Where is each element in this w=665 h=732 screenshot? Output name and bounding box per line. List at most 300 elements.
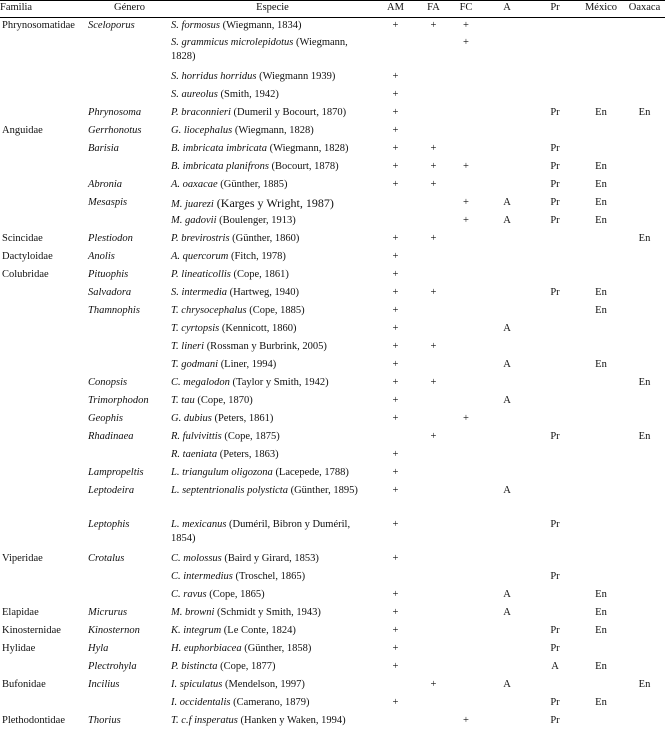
pr-cell: Pr — [550, 624, 560, 636]
table-row — [0, 394, 665, 412]
oaxaca-cell — [624, 178, 665, 196]
fa-cell: + — [430, 20, 437, 31]
species-authority: (Hartweg, 1940) — [227, 286, 300, 298]
fa-cell — [417, 714, 450, 732]
a-cell — [482, 106, 532, 124]
mexico-cell: En — [595, 304, 607, 316]
species-name: L. mexicanus — [171, 518, 227, 530]
mexico-cell — [578, 36, 624, 70]
familia-cell: Anguidae — [2, 124, 43, 136]
fc-cell: + — [463, 160, 469, 172]
fa-cell — [417, 88, 450, 106]
pr-cell — [532, 678, 578, 696]
familia-cell — [0, 286, 88, 304]
species-authority: (Wiegmann, 1828) — [171, 36, 348, 62]
species-authority: (Hanken y Waken, 1994) — [237, 714, 346, 726]
especie-cell — [171, 430, 374, 448]
oaxaca-cell: En — [638, 376, 651, 388]
oaxaca-cell: En — [638, 678, 651, 690]
am-cell: + — [392, 376, 399, 388]
mexico-cell: En — [595, 358, 607, 370]
table-row — [0, 250, 665, 268]
table-row — [0, 588, 665, 606]
pr-cell — [532, 340, 578, 358]
a-cell — [482, 286, 532, 304]
species-authority: (Mendelson, 1997) — [222, 678, 305, 690]
header-mexico: México — [578, 1, 624, 18]
especie-cell — [171, 518, 374, 552]
fa-cell — [417, 552, 450, 570]
genero-cell: Micrurus — [88, 606, 128, 618]
table-row — [0, 232, 665, 250]
species-name: C. molossus — [171, 552, 222, 564]
especie-cell — [171, 196, 374, 214]
species-authority: (Duméril, Bibron y Duméril, 1854) — [171, 518, 351, 544]
pr-cell — [532, 394, 578, 412]
oaxaca-cell — [624, 214, 665, 232]
genero-cell: Abronia — [88, 178, 123, 190]
a-cell — [482, 18, 532, 36]
especie-cell — [171, 448, 374, 466]
am-cell: + — [392, 20, 399, 31]
fc-cell — [450, 376, 482, 394]
a-cell — [482, 552, 532, 570]
species-name: S. formosus — [171, 20, 221, 31]
genero-cell — [88, 88, 171, 106]
oaxaca-cell — [624, 268, 665, 286]
species-name: T. cyrtopsis — [171, 322, 220, 334]
mexico-cell: En — [595, 160, 607, 172]
pr-cell — [532, 70, 578, 88]
oaxaca-cell — [624, 196, 665, 214]
fc-cell — [450, 232, 482, 250]
a-cell: A — [503, 322, 511, 334]
header-am: AM — [374, 1, 417, 18]
am-cell: + — [392, 588, 399, 600]
table-row — [0, 142, 665, 160]
species-name: I. occidentalis — [171, 696, 231, 708]
pr-cell — [532, 268, 578, 286]
table-row — [0, 570, 665, 588]
pr-cell — [532, 448, 578, 466]
genero-cell: Barisia — [88, 142, 119, 154]
mexico-cell: En — [595, 106, 607, 118]
am-cell — [374, 196, 417, 214]
a-cell — [482, 36, 532, 70]
fc-cell — [450, 624, 482, 642]
fa-cell — [417, 570, 450, 588]
familia-cell — [0, 322, 88, 340]
a-cell — [482, 624, 532, 642]
pr-cell: Pr — [550, 160, 560, 172]
especie-cell — [171, 588, 374, 606]
fc-cell — [450, 484, 482, 518]
oaxaca-cell: En — [638, 106, 651, 118]
species-name: S. grammicus microlepidotus — [171, 36, 294, 48]
pr-cell — [532, 484, 578, 518]
familia-cell — [0, 304, 88, 322]
fa-cell — [417, 660, 450, 678]
table-row — [0, 106, 665, 124]
table-row — [0, 36, 665, 70]
species-authority: (Cope, 1865) — [206, 588, 265, 600]
genero-cell: Rhadinaea — [88, 430, 134, 442]
fc-cell — [450, 642, 482, 660]
species-authority: (Karges y Wright, 1987) — [213, 195, 334, 210]
mexico-cell — [578, 394, 624, 412]
familia-cell — [0, 484, 88, 518]
oaxaca-cell — [624, 322, 665, 340]
a-cell — [482, 124, 532, 142]
mexico-cell — [578, 642, 624, 660]
pr-cell: Pr — [550, 142, 560, 154]
a-cell — [482, 714, 532, 732]
pr-cell: Pr — [550, 196, 560, 208]
table-row — [0, 678, 665, 696]
species-authority: (Taylor y Smith, 1942) — [229, 376, 329, 388]
fc-cell — [450, 106, 482, 124]
table-row — [0, 484, 665, 518]
pr-cell: Pr — [550, 286, 560, 298]
genero-cell: Leptodeira — [88, 484, 135, 496]
species-name: I. spiculatus — [171, 678, 223, 690]
fa-cell — [417, 642, 450, 660]
genero-cell: Crotalus — [88, 552, 125, 564]
table-row — [0, 18, 665, 36]
oaxaca-cell — [624, 642, 665, 660]
species-name: L. triangulum oligozona — [171, 466, 273, 478]
familia-cell: Dactyloidae — [2, 250, 53, 262]
fc-cell — [450, 358, 482, 376]
am-cell: + — [392, 624, 399, 636]
am-cell: + — [392, 412, 399, 424]
familia-cell: Colubridae — [2, 268, 49, 280]
mexico-cell — [578, 570, 624, 588]
mexico-cell — [578, 484, 624, 518]
species-authority: (Wiegmann 1939) — [256, 70, 336, 82]
genero-cell: Thamnophis — [88, 304, 140, 316]
oaxaca-cell — [624, 18, 665, 36]
oaxaca-cell — [624, 394, 665, 412]
mexico-cell — [578, 70, 624, 88]
am-cell: + — [392, 124, 399, 136]
a-cell: A — [503, 358, 511, 370]
pr-cell — [532, 250, 578, 268]
a-cell — [482, 696, 532, 714]
fc-cell: + — [463, 714, 469, 726]
am-cell: + — [392, 358, 399, 370]
familia-cell — [0, 570, 88, 588]
a-cell — [482, 642, 532, 660]
fc-cell: + — [463, 412, 469, 424]
genero-cell: Anolis — [88, 250, 115, 262]
genero-cell: Hyla — [88, 642, 109, 654]
fc-cell — [450, 570, 482, 588]
am-cell: + — [392, 178, 399, 190]
oaxaca-cell — [624, 518, 665, 552]
genero-cell — [88, 588, 171, 606]
a-cell — [482, 250, 532, 268]
fa-cell — [417, 696, 450, 714]
familia-cell — [0, 160, 88, 178]
genero-cell — [88, 570, 171, 588]
species-authority: (Günther, 1860) — [229, 232, 300, 244]
species-authority: (Boulenger, 1913) — [216, 214, 296, 226]
fc-cell — [450, 268, 482, 286]
species-name: T. lineri — [171, 340, 205, 352]
genero-cell: Plectrohyla — [88, 660, 137, 672]
table-row — [0, 552, 665, 570]
pr-cell — [532, 588, 578, 606]
pr-cell — [532, 88, 578, 106]
fa-cell — [417, 412, 450, 430]
table-row — [0, 304, 665, 322]
species-authority: (Peters, 1861) — [211, 412, 274, 424]
table-row — [0, 178, 665, 196]
table-row — [0, 660, 665, 678]
especie-cell — [171, 106, 374, 124]
a-cell — [482, 304, 532, 322]
oaxaca-cell — [624, 124, 665, 142]
familia-cell: Viperidae — [2, 552, 43, 564]
a-cell: A — [503, 588, 511, 600]
species-name: C. megalodon — [171, 376, 230, 388]
table-row — [0, 160, 665, 178]
fc-cell — [450, 178, 482, 196]
a-cell — [482, 660, 532, 678]
mexico-cell — [578, 678, 624, 696]
header-fa: FA — [417, 1, 450, 18]
genero-cell — [88, 448, 171, 466]
mexico-cell — [578, 552, 624, 570]
mexico-cell — [578, 376, 624, 394]
especie-cell — [171, 376, 374, 394]
fa-cell — [417, 268, 450, 286]
familia-cell — [0, 88, 88, 106]
familia-cell — [0, 466, 88, 484]
fc-cell — [450, 340, 482, 358]
oaxaca-cell — [624, 412, 665, 430]
genero-cell — [88, 358, 171, 376]
fc-cell — [450, 606, 482, 624]
species-authority: (Rossman y Burbrink, 2005) — [204, 340, 327, 352]
genero-cell: Phrynosoma — [88, 106, 142, 118]
fa-cell — [417, 322, 450, 340]
oaxaca-cell — [624, 484, 665, 518]
species-authority: (Peters, 1863) — [217, 448, 279, 460]
especie-cell — [171, 624, 374, 642]
familia-cell: Hylidae — [2, 642, 36, 654]
pr-cell — [532, 358, 578, 376]
table-row — [0, 88, 665, 106]
mexico-cell — [578, 714, 624, 732]
am-cell: + — [392, 106, 399, 118]
pr-cell — [532, 412, 578, 430]
species-name: B. imbricata imbricata — [171, 142, 267, 154]
mexico-cell — [578, 340, 624, 358]
table-body — [0, 18, 665, 732]
pr-cell — [532, 322, 578, 340]
header-genero: Género — [88, 1, 171, 18]
especie-cell — [171, 642, 374, 660]
header-familia: Familia — [0, 1, 88, 18]
table-row — [0, 624, 665, 642]
especie-cell — [171, 322, 374, 340]
oaxaca-cell — [624, 448, 665, 466]
fc-cell — [450, 304, 482, 322]
pr-cell: Pr — [550, 714, 560, 726]
fc-cell — [450, 322, 482, 340]
fa-cell — [417, 448, 450, 466]
species-name: M. juarezi — [171, 198, 214, 210]
fc-cell — [450, 142, 482, 160]
fc-cell — [450, 660, 482, 678]
a-cell — [482, 88, 532, 106]
am-cell: + — [392, 466, 399, 478]
species-authority: (Günther, 1895) — [287, 484, 358, 496]
mexico-cell — [578, 232, 624, 250]
fa-cell: + — [430, 340, 437, 352]
pr-cell: Pr — [550, 430, 560, 442]
especie-cell — [171, 696, 374, 714]
species-name: S. horridus horridus — [171, 70, 257, 82]
fc-cell — [450, 448, 482, 466]
genero-cell — [88, 322, 171, 340]
familia-cell: Plethodontidae — [2, 714, 65, 726]
species-name: P. lineaticollis — [171, 268, 231, 280]
fc-cell — [450, 250, 482, 268]
pr-cell: Pr — [550, 518, 560, 530]
am-cell: + — [392, 232, 399, 244]
pr-cell: Pr — [550, 214, 560, 226]
mexico-cell — [578, 250, 624, 268]
pr-cell: Pr — [550, 642, 560, 654]
am-cell: + — [392, 448, 399, 460]
fc-cell — [450, 588, 482, 606]
pr-cell — [532, 552, 578, 570]
fa-cell: + — [430, 232, 437, 244]
pr-cell — [532, 232, 578, 250]
oaxaca-cell — [624, 36, 665, 70]
table-row — [0, 286, 665, 304]
fa-cell — [417, 588, 450, 606]
species-name: T. tau — [171, 394, 195, 406]
fa-cell — [417, 70, 450, 88]
familia-cell — [0, 518, 88, 552]
fa-cell — [417, 196, 450, 214]
fc-cell: + — [463, 196, 469, 208]
species-name: B. imbricata planifrons — [171, 160, 269, 172]
species-authority: (Cope, 1877) — [217, 660, 276, 672]
table-row — [0, 376, 665, 394]
fa-cell: + — [430, 376, 437, 388]
am-cell: + — [392, 88, 399, 100]
species-authority: (Günther, 1885) — [217, 178, 288, 190]
am-cell — [374, 214, 417, 232]
species-authority: (Le Conte, 1824) — [221, 624, 296, 636]
species-authority: (Cope, 1861) — [230, 268, 289, 280]
genero-cell: Plestiodon — [88, 232, 133, 244]
mexico-cell: En — [595, 286, 607, 298]
especie-cell — [171, 678, 374, 696]
fc-cell — [450, 70, 482, 88]
a-cell: A — [503, 196, 511, 208]
genero-cell: Gerrhonotus — [88, 124, 142, 136]
oaxaca-cell — [624, 304, 665, 322]
pr-cell — [532, 376, 578, 394]
fa-cell — [417, 606, 450, 624]
familia-cell — [0, 106, 88, 124]
species-authority: (Cope, 1875) — [221, 430, 280, 442]
am-cell: + — [392, 642, 399, 654]
species-authority: (Wiegmann, 1828) — [266, 142, 349, 154]
especie-cell — [171, 214, 374, 232]
fc-cell — [450, 678, 482, 696]
fc-cell — [450, 466, 482, 484]
am-cell — [374, 430, 417, 448]
species-authority: (Fitch, 1978) — [228, 250, 286, 262]
oaxaca-cell — [624, 70, 665, 88]
species-name: S. aureolus — [171, 88, 218, 100]
am-cell: + — [392, 286, 399, 298]
species-authority: (Lacepede, 1788) — [272, 466, 349, 478]
a-cell — [482, 518, 532, 552]
genero-cell — [88, 214, 171, 232]
am-cell — [374, 678, 417, 696]
table-row — [0, 322, 665, 340]
genero-cell: Mesaspis — [88, 196, 128, 208]
am-cell: + — [392, 250, 399, 262]
oaxaca-cell — [624, 466, 665, 484]
oaxaca-cell — [624, 160, 665, 178]
oaxaca-cell — [624, 570, 665, 588]
familia-cell — [0, 394, 88, 412]
species-name: C. intermedius — [171, 570, 233, 582]
species-name: P. bistincta — [171, 660, 218, 672]
especie-cell — [171, 466, 374, 484]
a-cell — [482, 340, 532, 358]
table-row — [0, 606, 665, 624]
fa-cell — [417, 124, 450, 142]
fa-cell — [417, 106, 450, 124]
am-cell: + — [392, 696, 399, 708]
pr-cell — [532, 466, 578, 484]
fc-cell — [450, 88, 482, 106]
especie-cell — [171, 88, 374, 106]
oaxaca-cell — [624, 624, 665, 642]
a-cell — [482, 178, 532, 196]
a-cell: A — [503, 484, 511, 496]
pr-cell: Pr — [550, 106, 560, 118]
species-authority: (Dumeril y Bocourt, 1870) — [230, 106, 347, 118]
fc-cell — [450, 696, 482, 714]
especie-cell — [171, 714, 374, 732]
especie-cell — [171, 250, 374, 268]
pr-cell: Pr — [550, 570, 560, 582]
fa-cell — [417, 466, 450, 484]
oaxaca-cell — [624, 358, 665, 376]
header-fc: FC — [450, 1, 482, 18]
mexico-cell — [578, 18, 624, 36]
oaxaca-cell — [624, 88, 665, 106]
a-cell: A — [503, 678, 511, 690]
mexico-cell: En — [595, 606, 607, 618]
am-cell — [374, 36, 417, 70]
table-row — [0, 696, 665, 714]
a-cell — [482, 412, 532, 430]
familia-cell: Bufonidae — [2, 678, 46, 690]
species-name: R. taeniata — [171, 448, 218, 460]
